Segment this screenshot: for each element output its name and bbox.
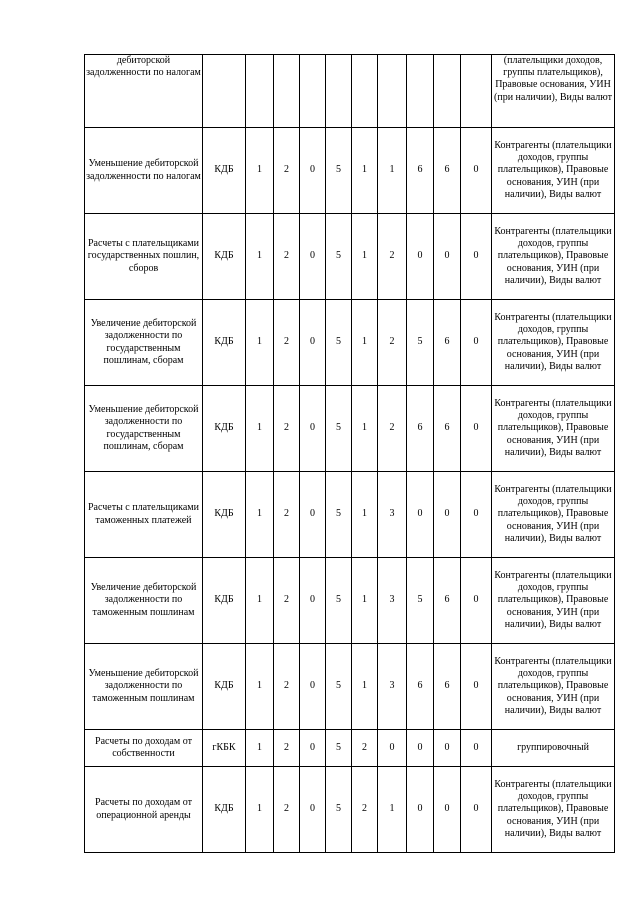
table-row — [85, 472, 615, 558]
account-digit-cell: 5 — [326, 386, 352, 472]
account-digit-cell: 2 — [274, 128, 300, 214]
account-name-cell: Увеличение дебиторской задолженности по таможенным пошлинам — [85, 558, 203, 644]
account-digit-cell: 0 — [407, 472, 434, 558]
account-digit-cell: 1 — [246, 386, 274, 472]
account-digit-cell: 1 — [246, 128, 274, 214]
table-row — [85, 55, 615, 128]
analytics-cell: Контрагенты (плательщики доходов, группы плательщиков), Правовые основания, УИН (при наличии), Виды валют — [492, 558, 615, 644]
account-name-cell: Расчеты по доходам от операционной аренды — [85, 767, 203, 853]
account-digit-cell: 2 — [378, 300, 407, 386]
account-digit-cell: 1 — [352, 558, 378, 644]
account-digit-cell: 5 — [326, 472, 352, 558]
account-name-cell: Расчеты с плательщиками таможенных платежей — [85, 472, 203, 558]
code-type-cell: КДБ — [203, 558, 246, 644]
account-digit-cell: 0 — [434, 214, 461, 300]
account-digit-cell: 0 — [407, 730, 434, 767]
account-digit-cell: 5 — [326, 730, 352, 767]
account-digit-cell: 5 — [407, 558, 434, 644]
account-digit-cell: 6 — [407, 644, 434, 730]
code-type-cell — [203, 55, 246, 128]
account-digit-cell: 1 — [246, 472, 274, 558]
account-digit-cell: 5 — [326, 214, 352, 300]
table-row — [85, 386, 615, 472]
account-digit-cell: 0 — [300, 730, 326, 767]
code-type-cell: гКБК — [203, 730, 246, 767]
table-row — [85, 767, 615, 853]
account-name-cell: Уменьшение дебиторской задолженности по таможенным пошлинам — [85, 644, 203, 730]
account-digit-cell: 0 — [461, 386, 492, 472]
account-digit-cell: 0 — [300, 214, 326, 300]
account-digit-cell: 0 — [461, 214, 492, 300]
account-digit-cell: 0 — [300, 644, 326, 730]
account-digit-cell — [378, 55, 407, 128]
table-row — [85, 128, 615, 214]
account-digit-cell: 0 — [434, 730, 461, 767]
account-digit-cell: 1 — [246, 644, 274, 730]
account-digit-cell: 0 — [461, 767, 492, 853]
code-type-cell: КДБ — [203, 300, 246, 386]
account-digit-cell: 2 — [274, 767, 300, 853]
account-digit-cell: 0 — [434, 767, 461, 853]
analytics-cell: группировочный — [492, 730, 615, 767]
account-digit-cell: 0 — [300, 300, 326, 386]
account-digit-cell — [246, 55, 274, 128]
analytics-cell: Контрагенты (плательщики доходов, группы плательщиков), Правовые основания, УИН (при наличии), Виды валют — [492, 300, 615, 386]
account-digit-cell: 0 — [461, 558, 492, 644]
account-digit-cell: 3 — [378, 472, 407, 558]
account-digit-cell: 5 — [407, 300, 434, 386]
table-row — [85, 558, 615, 644]
account-digit-cell: 0 — [407, 214, 434, 300]
account-digit-cell: 1 — [246, 300, 274, 386]
table-row — [85, 644, 615, 730]
account-digit-cell: 0 — [434, 472, 461, 558]
account-digit-cell: 1 — [352, 644, 378, 730]
account-digit-cell: 6 — [434, 558, 461, 644]
account-digit-cell: 0 — [461, 300, 492, 386]
account-digit-cell: 3 — [378, 558, 407, 644]
analytics-cell: Контрагенты (плательщики доходов, группы плательщиков), Правовые основания, УИН (при наличии), Виды валют — [492, 767, 615, 853]
account-digit-cell: 6 — [434, 386, 461, 472]
table-row — [85, 300, 615, 386]
account-digit-cell: 0 — [461, 730, 492, 767]
table-body — [85, 55, 615, 853]
account-digit-cell: 2 — [378, 214, 407, 300]
account-digit-cell: 1 — [378, 767, 407, 853]
account-digit-cell: 0 — [407, 767, 434, 853]
account-digit-cell: 6 — [434, 128, 461, 214]
account-digit-cell: 0 — [461, 128, 492, 214]
account-digit-cell: 6 — [407, 386, 434, 472]
account-digit-cell — [326, 55, 352, 128]
analytics-cell: Контрагенты (плательщики доходов, группы плательщиков), Правовые основания, УИН (при наличии), Виды валют — [492, 644, 615, 730]
account-digit-cell: 5 — [326, 767, 352, 853]
account-digit-cell: 1 — [352, 472, 378, 558]
account-digit-cell: 6 — [434, 300, 461, 386]
account-digit-cell: 0 — [300, 386, 326, 472]
account-digit-cell: 0 — [300, 558, 326, 644]
analytics-cell: (плательщики доходов, группы плательщиков), Правовые основания, УИН (при наличии), Виды валют — [492, 55, 615, 128]
account-digit-cell: 5 — [326, 300, 352, 386]
account-digit-cell: 3 — [378, 644, 407, 730]
code-type-cell: КДБ — [203, 128, 246, 214]
account-digit-cell: 1 — [352, 386, 378, 472]
account-digit-cell: 1 — [378, 128, 407, 214]
analytics-cell: Контрагенты (плательщики доходов, группы плательщиков), Правовые основания, УИН (при наличии), Виды валют — [492, 214, 615, 300]
account-digit-cell: 2 — [274, 300, 300, 386]
accounts-table — [84, 54, 615, 853]
analytics-cell: Контрагенты (плательщики доходов, группы плательщиков), Правовые основания, УИН (при наличии), Виды валют — [492, 472, 615, 558]
code-type-cell: КДБ — [203, 472, 246, 558]
account-digit-cell: 2 — [274, 558, 300, 644]
account-digit-cell — [300, 55, 326, 128]
account-digit-cell: 6 — [434, 644, 461, 730]
account-digit-cell — [407, 55, 434, 128]
account-digit-cell: 1 — [352, 214, 378, 300]
account-digit-cell: 5 — [326, 558, 352, 644]
code-type-cell: КДБ — [203, 214, 246, 300]
account-digit-cell: 0 — [300, 767, 326, 853]
account-name-cell: дебиторской задолженности по налогам — [85, 55, 203, 128]
code-type-cell: КДБ — [203, 386, 246, 472]
account-digit-cell: 0 — [300, 472, 326, 558]
account-digit-cell: 2 — [352, 767, 378, 853]
account-digit-cell — [352, 55, 378, 128]
account-digit-cell: 1 — [246, 214, 274, 300]
account-digit-cell: 1 — [352, 300, 378, 386]
account-name-cell: Увеличение дебиторской задолженности по государственным пошлинам, сборам — [85, 300, 203, 386]
account-digit-cell — [434, 55, 461, 128]
account-digit-cell: 2 — [274, 644, 300, 730]
account-digit-cell: 1 — [246, 558, 274, 644]
account-name-cell: Уменьшение дебиторской задолженности по государственным пошлинам, сборам — [85, 386, 203, 472]
account-digit-cell: 0 — [461, 644, 492, 730]
account-digit-cell: 2 — [378, 386, 407, 472]
account-digit-cell: 1 — [246, 730, 274, 767]
account-digit-cell: 2 — [352, 730, 378, 767]
analytics-cell: Контрагенты (плательщики доходов, группы плательщиков), Правовые основания, УИН (при наличии), Виды валют — [492, 128, 615, 214]
account-digit-cell: 2 — [274, 214, 300, 300]
account-digit-cell: 0 — [378, 730, 407, 767]
account-name-cell: Расчеты с плательщиками государственных пошлин, сборов — [85, 214, 203, 300]
code-type-cell: КДБ — [203, 767, 246, 853]
account-digit-cell: 2 — [274, 472, 300, 558]
account-digit-cell: 5 — [326, 128, 352, 214]
account-digit-cell: 1 — [246, 767, 274, 853]
account-digit-cell: 1 — [352, 128, 378, 214]
account-digit-cell — [461, 55, 492, 128]
account-digit-cell: 2 — [274, 730, 300, 767]
code-type-cell: КДБ — [203, 644, 246, 730]
account-digit-cell: 2 — [274, 386, 300, 472]
account-digit-cell: 5 — [326, 644, 352, 730]
account-name-cell: Уменьшение дебиторской задолженности по налогам — [85, 128, 203, 214]
table-row — [85, 214, 615, 300]
table-row — [85, 730, 615, 767]
account-name-cell: Расчеты по доходам от собственности — [85, 730, 203, 767]
analytics-cell: Контрагенты (плательщики доходов, группы плательщиков), Правовые основания, УИН (при наличии), Виды валют — [492, 386, 615, 472]
account-digit-cell: 0 — [461, 472, 492, 558]
account-digit-cell — [274, 55, 300, 128]
account-digit-cell: 0 — [300, 128, 326, 214]
account-digit-cell: 6 — [407, 128, 434, 214]
